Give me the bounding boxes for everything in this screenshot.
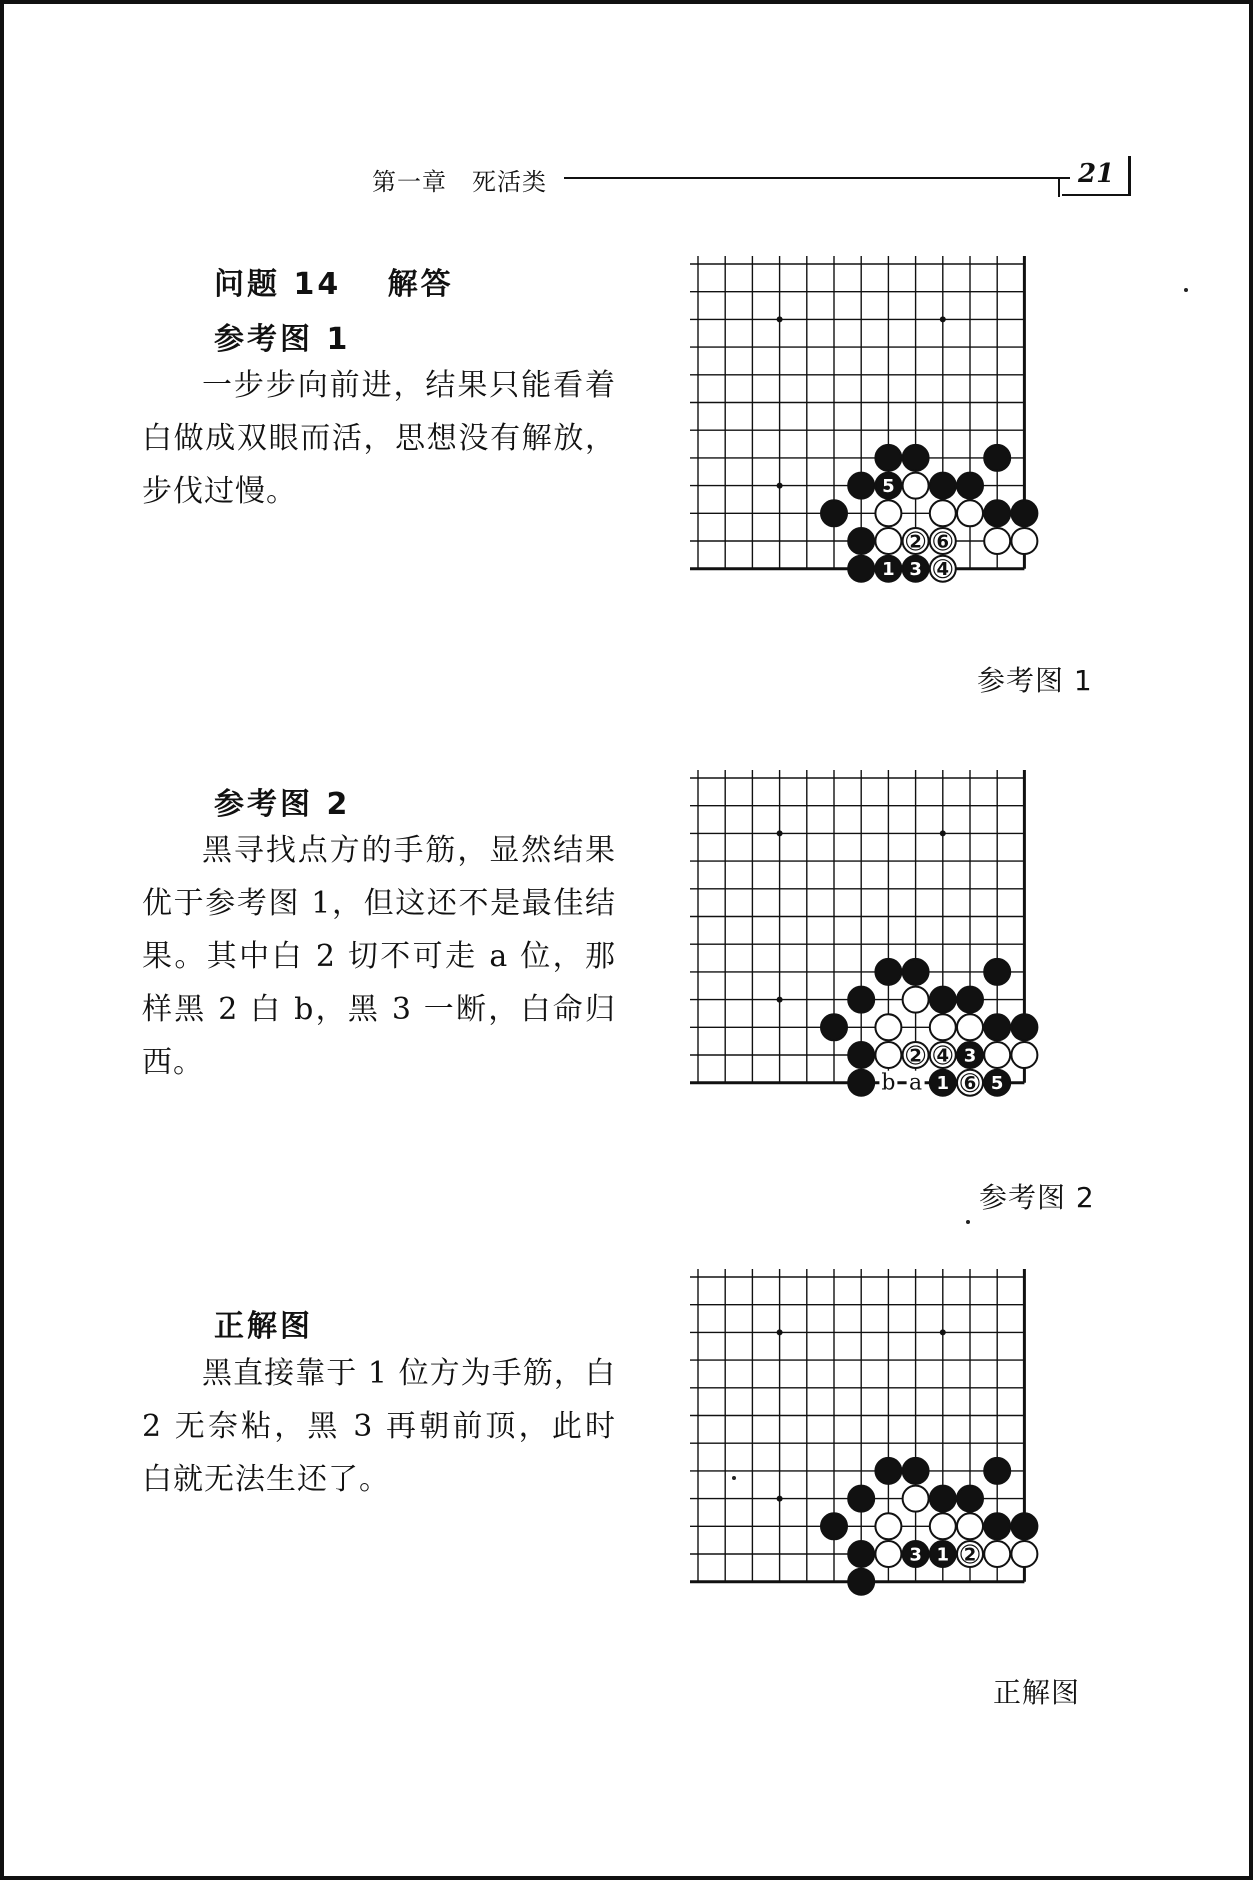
white-stone (984, 528, 1010, 554)
white-stone (875, 1014, 901, 1040)
go-diagram-2 (688, 768, 1138, 1168)
move-number: 4 (936, 559, 950, 581)
move-number: 5 (882, 476, 895, 498)
star-point (940, 316, 946, 322)
go-diagram-1 (688, 254, 1138, 654)
header-rule (564, 177, 1058, 179)
black-stone (903, 445, 929, 471)
scan-speck (966, 1220, 970, 1224)
star-point (777, 483, 783, 489)
white-stone (957, 1513, 983, 1539)
white-stone (903, 987, 929, 1013)
black-stone (821, 1513, 847, 1539)
move-number: 3 (909, 559, 922, 581)
move-number: 4 (936, 1045, 950, 1067)
move-number: 2 (909, 1045, 922, 1067)
black-stone (848, 473, 874, 499)
black-stone (984, 1014, 1010, 1040)
black-stone (848, 1486, 874, 1512)
black-stone (875, 1458, 901, 1484)
star-point (777, 1496, 783, 1502)
move-number: 3 (963, 1045, 977, 1067)
white-stone (1011, 1541, 1037, 1567)
diagram-1-caption: 参考图 1 (977, 664, 1093, 697)
section-2-heading: 参考图 2 (214, 787, 351, 822)
black-stone (930, 473, 956, 499)
black-stone (848, 556, 874, 582)
page-number: 21 (1078, 159, 1115, 189)
white-stone (1011, 1042, 1037, 1068)
problem-heading: 问题 14 解答 (214, 267, 454, 302)
scan-speck (1184, 288, 1188, 292)
diagram-3-caption: 正解图 (993, 1676, 1081, 1709)
black-stone (957, 1486, 983, 1512)
black-stone (984, 445, 1010, 471)
black-stone (848, 1070, 874, 1096)
move-number: 2 (909, 531, 922, 553)
white-stone (957, 500, 983, 526)
black-stone (957, 473, 983, 499)
move-number: 1 (936, 1073, 950, 1095)
white-stone (930, 1513, 956, 1539)
black-stone (903, 959, 929, 985)
section-3-text: 黑直接靠于 1 位方为手筋，白 2 无奈粘，黑 3 再朝前顶，此时白就无法生还了。 (142, 1356, 616, 1497)
chapter-title: 第一章 死活类 (372, 168, 547, 196)
star-point (940, 830, 946, 836)
black-stone (875, 959, 901, 985)
section-2-text: 黑寻找点方的手筋，显然结果优于参考图 1，但这还不是最佳结果。其中白 2 切不可走 a 位，那样黑 2 白 b，黑 3 一断，白命归西。 (142, 833, 616, 1080)
move-number: 5 (990, 1073, 1004, 1095)
move-number: 6 (963, 1073, 977, 1095)
move-number: 3 (909, 1544, 922, 1566)
white-stone (930, 500, 956, 526)
white-stone (875, 1541, 901, 1567)
running-header (372, 156, 1132, 196)
black-stone (984, 1458, 1010, 1484)
go-diagram-3 (688, 1267, 1138, 1667)
point-label: b (881, 1070, 896, 1096)
black-stone (1011, 500, 1037, 526)
diagram-2-caption: 参考图 2 (979, 1181, 1095, 1214)
black-stone (984, 959, 1010, 985)
black-stone (821, 500, 847, 526)
black-stone (848, 1541, 874, 1567)
white-stone (903, 473, 929, 499)
white-stone (984, 1042, 1010, 1068)
black-stone (957, 987, 983, 1013)
black-stone (848, 987, 874, 1013)
move-number: 2 (963, 1544, 977, 1566)
move-number: 6 (936, 531, 950, 553)
star-point (940, 1329, 946, 1335)
white-stone (1011, 528, 1037, 554)
black-stone (984, 1513, 1010, 1539)
section-1-text: 一步步向前进，结果只能看着白做成双眼而活，思想没有解放，步伐过慢。 (142, 368, 616, 509)
star-point (777, 316, 783, 322)
star-point (777, 1329, 783, 1335)
star-point (777, 830, 783, 836)
white-stone (875, 1513, 901, 1539)
black-stone (821, 1014, 847, 1040)
white-stone (930, 1014, 956, 1040)
black-stone (848, 528, 874, 554)
black-stone (848, 1042, 874, 1068)
scan-speck (732, 1476, 736, 1480)
black-stone (1011, 1513, 1037, 1539)
black-stone (848, 1569, 874, 1595)
white-stone (984, 1541, 1010, 1567)
white-stone (957, 1014, 983, 1040)
section-1-heading: 参考图 1 (214, 322, 351, 357)
black-stone (930, 1486, 956, 1512)
black-stone (875, 445, 901, 471)
black-stone (903, 1458, 929, 1484)
black-stone (984, 500, 1010, 526)
white-stone (875, 500, 901, 526)
black-stone (930, 987, 956, 1013)
white-stone (903, 1486, 929, 1512)
move-number: 1 (936, 1544, 950, 1566)
white-stone (875, 1042, 901, 1068)
section-3-heading: 正解图 (214, 1309, 313, 1344)
star-point (777, 997, 783, 1003)
point-label: a (909, 1070, 923, 1096)
black-stone (1011, 1014, 1037, 1040)
white-stone (875, 528, 901, 554)
move-number: 1 (882, 559, 895, 581)
